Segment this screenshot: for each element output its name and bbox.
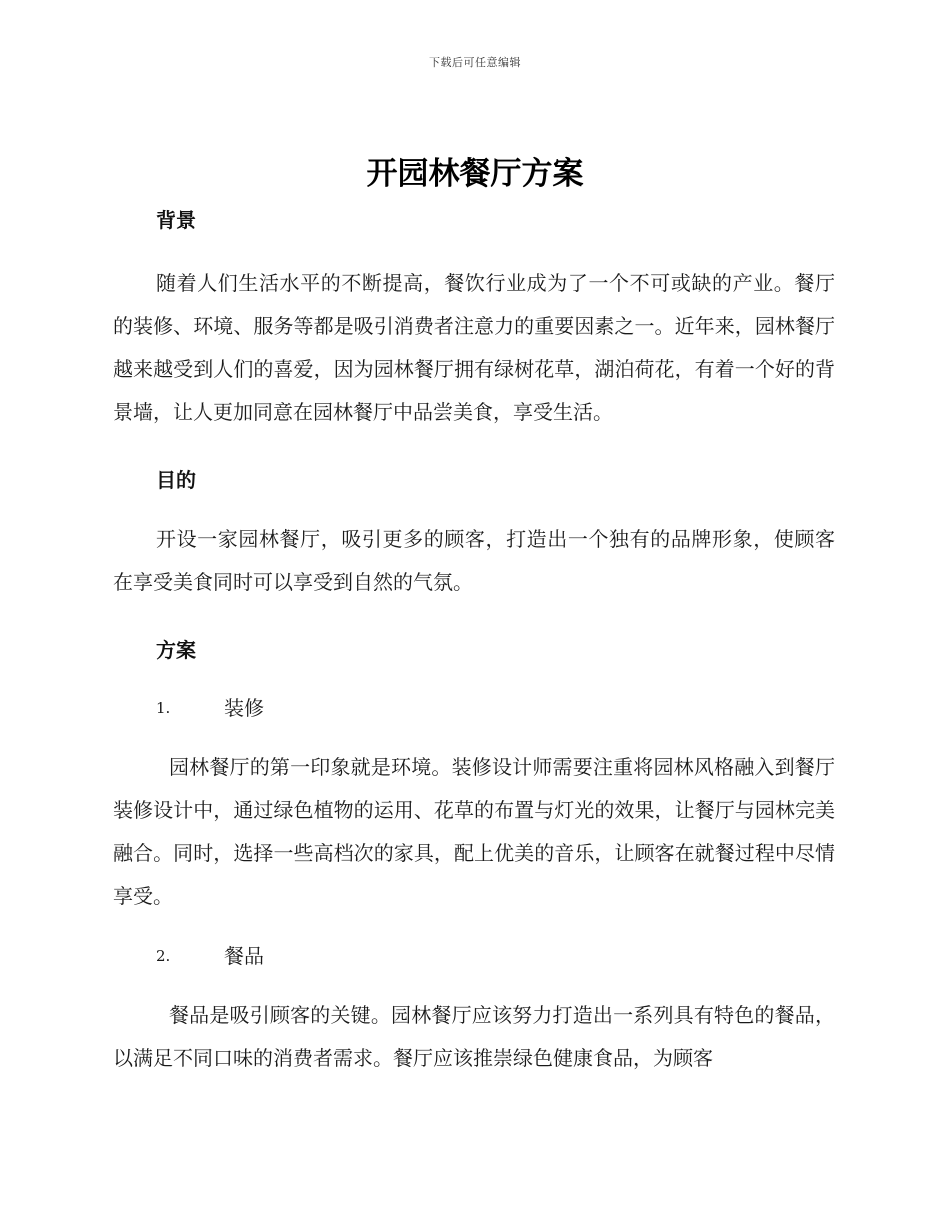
- header-note: 下载后可任意编辑: [429, 56, 521, 69]
- background-paragraph: 随着人们生活水平的不断提高，餐饮行业成为了一个不可或缺的产业。餐厅的装修、环境、服务等都是吸引消费者注意力的重要因素之一。近年来，园林餐厅越来越受到人们的喜爱，因为园林餐厅拥有绿树花草，湖泊荷花，有着一个好的背景墙，让人更加同意在园林餐厅中品尝美食，享受生活。: [113, 271, 835, 424]
- plan-item-1-paragraph: 园林餐厅的第一印象就是环境。装修设计师需要注重将园林风格融入到餐厅装修设计中，通过绿色植物的运用、花草的布置与灯光的效果，让餐厅与园林完美融合。同时，选择一些高档次的家具，配上优美的音乐，让顾客在就餐过程中尽情享受。: [113, 755, 835, 908]
- plan-item-2-heading: [113, 936, 835, 976]
- plan-item-1-heading: [113, 688, 835, 728]
- plan-item-title: 餐品: [224, 944, 264, 968]
- plan-item-number: 1.: [156, 699, 171, 717]
- purpose-paragraph: 开设一家园林餐厅，吸引更多的顾客，打造出一个独有的品牌形象，使顾客在享受美食同时可以享受到自然的气氛。: [113, 527, 835, 594]
- plan-item-2-paragraph: 餐品是吸引顾客的关键。园林餐厅应该努力打造出一系列具有特色的餐品，以满足不同口味的消费者需求。餐厅应该推崇绿色健康食品，为顾客: [113, 1003, 835, 1070]
- section-heading-plan: 方案: [156, 638, 196, 662]
- section-heading-purpose: 目的: [156, 468, 196, 492]
- document-body: [113, 200, 835, 1080]
- plan-item-number: 2.: [156, 947, 171, 965]
- section-heading-background: 背景: [156, 208, 196, 232]
- plan-item-title: 装修: [224, 696, 264, 720]
- document-title: 开园林餐厅方案: [366, 156, 584, 192]
